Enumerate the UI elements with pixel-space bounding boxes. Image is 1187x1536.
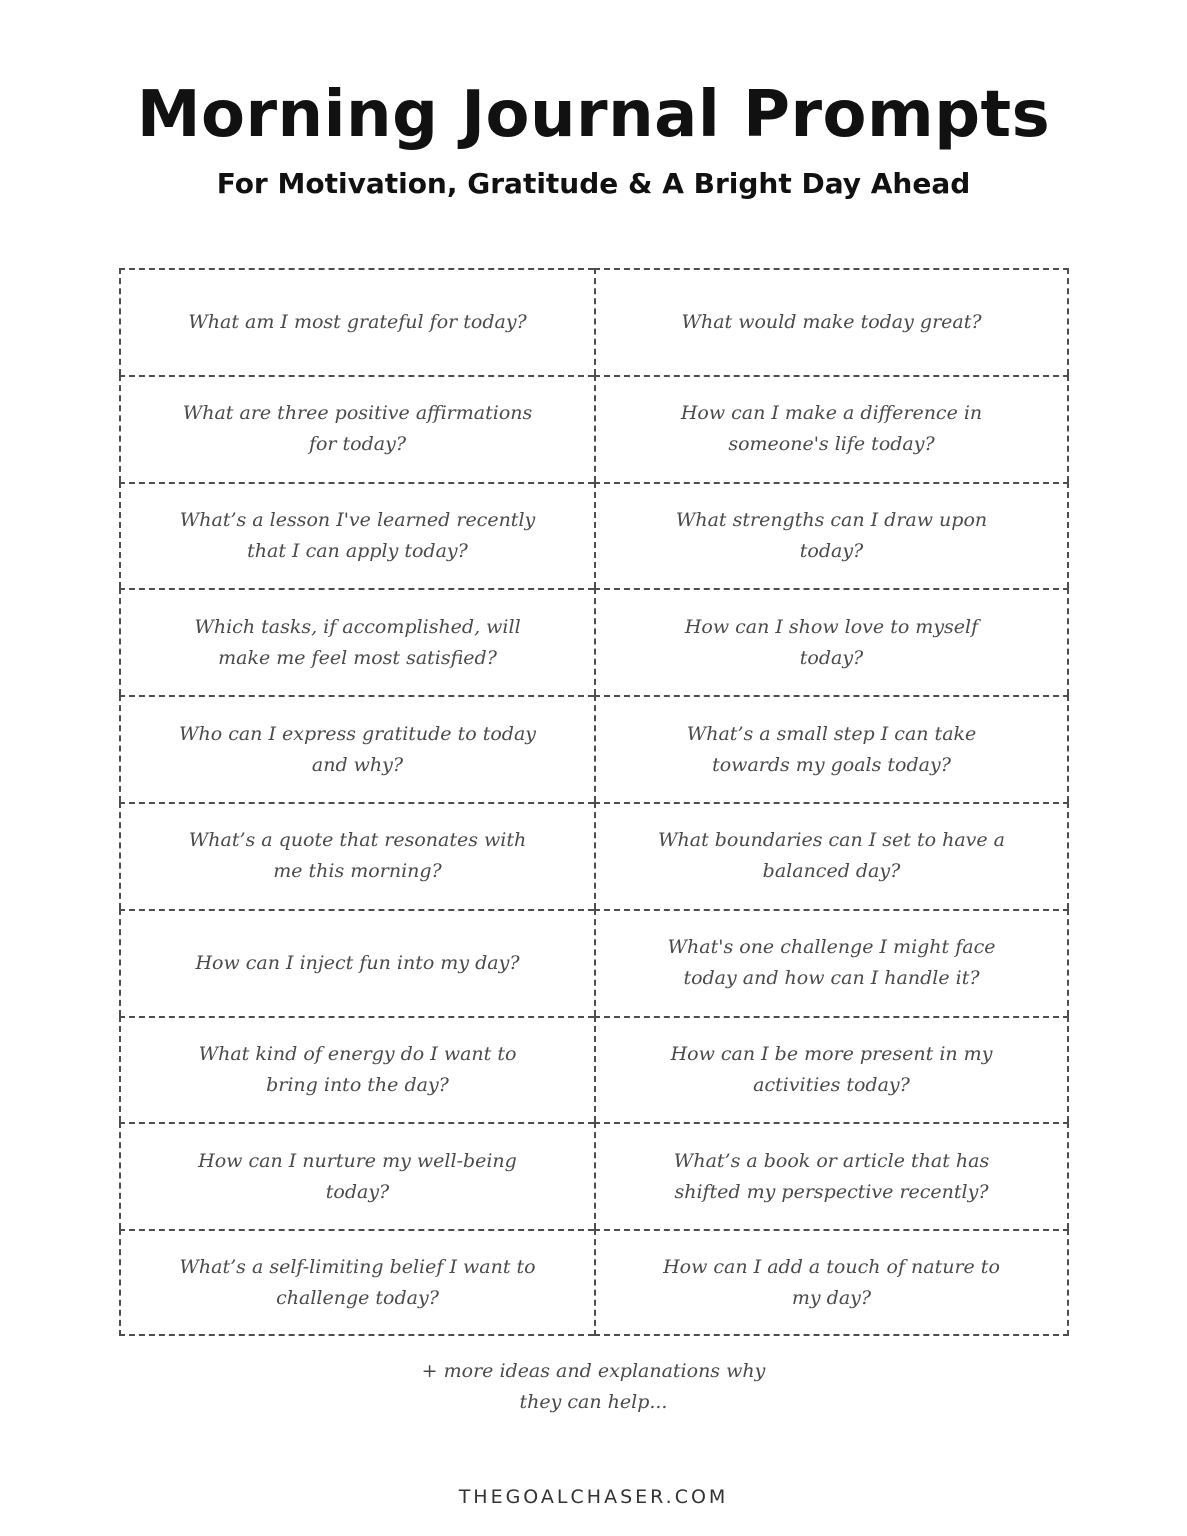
more-ideas-line-1: + more ideas and explanations why <box>421 1360 766 1382</box>
prompt-card: Who can I express gratitude to today and why? <box>119 695 594 802</box>
prompt-card: What’s a quote that resonates with me this morning? <box>119 802 594 909</box>
prompt-card: Which tasks, if accomplished, will make me feel most satisfied? <box>119 588 594 695</box>
prompt-card: What’s a small step I can take towards my goals today? <box>594 695 1069 802</box>
page-subtitle: For Motivation, Gratitude & A Bright Day Ahead <box>216 167 971 200</box>
page-title: Morning Journal Prompts <box>136 78 1051 152</box>
prompt-card: How can I be more present in my activities today? <box>594 1016 1069 1123</box>
prompt-card: How can I inject fun into my day? <box>119 909 594 1016</box>
prompt-card: What am I most grateful for today? <box>119 268 594 375</box>
more-ideas-line-2: they can help... <box>519 1391 668 1413</box>
prompt-card: What are three positive affirmations for today? <box>119 375 594 482</box>
prompt-card: How can I nurture my well-being today? <box>119 1122 594 1229</box>
prompt-card: What boundaries can I set to have a balanced day? <box>594 802 1069 909</box>
prompt-card: How can I make a difference in someone's life today? <box>594 375 1069 482</box>
prompt-card: What's one challenge I might face today and how can I handle it? <box>594 909 1069 1016</box>
prompt-card: How can I show love to myself today? <box>594 588 1069 695</box>
prompt-card: What’s a lesson I've learned recently that I can apply today? <box>119 482 594 589</box>
prompt-card: What would make today great? <box>594 268 1069 375</box>
more-ideas-note <box>0 1356 1187 1418</box>
prompt-card: What strengths can I draw upon today? <box>594 482 1069 589</box>
prompt-card: What kind of energy do I want to bring into the day? <box>119 1016 594 1123</box>
site-url: THEGOALCHASER.COM <box>458 1486 729 1508</box>
prompt-card: How can I add a touch of nature to my day? <box>594 1229 1069 1336</box>
prompt-card: What’s a book or article that has shifted my perspective recently? <box>594 1122 1069 1229</box>
prompt-grid <box>119 268 1069 1336</box>
prompt-card: What’s a self-limiting belief I want to challenge today? <box>119 1229 594 1336</box>
